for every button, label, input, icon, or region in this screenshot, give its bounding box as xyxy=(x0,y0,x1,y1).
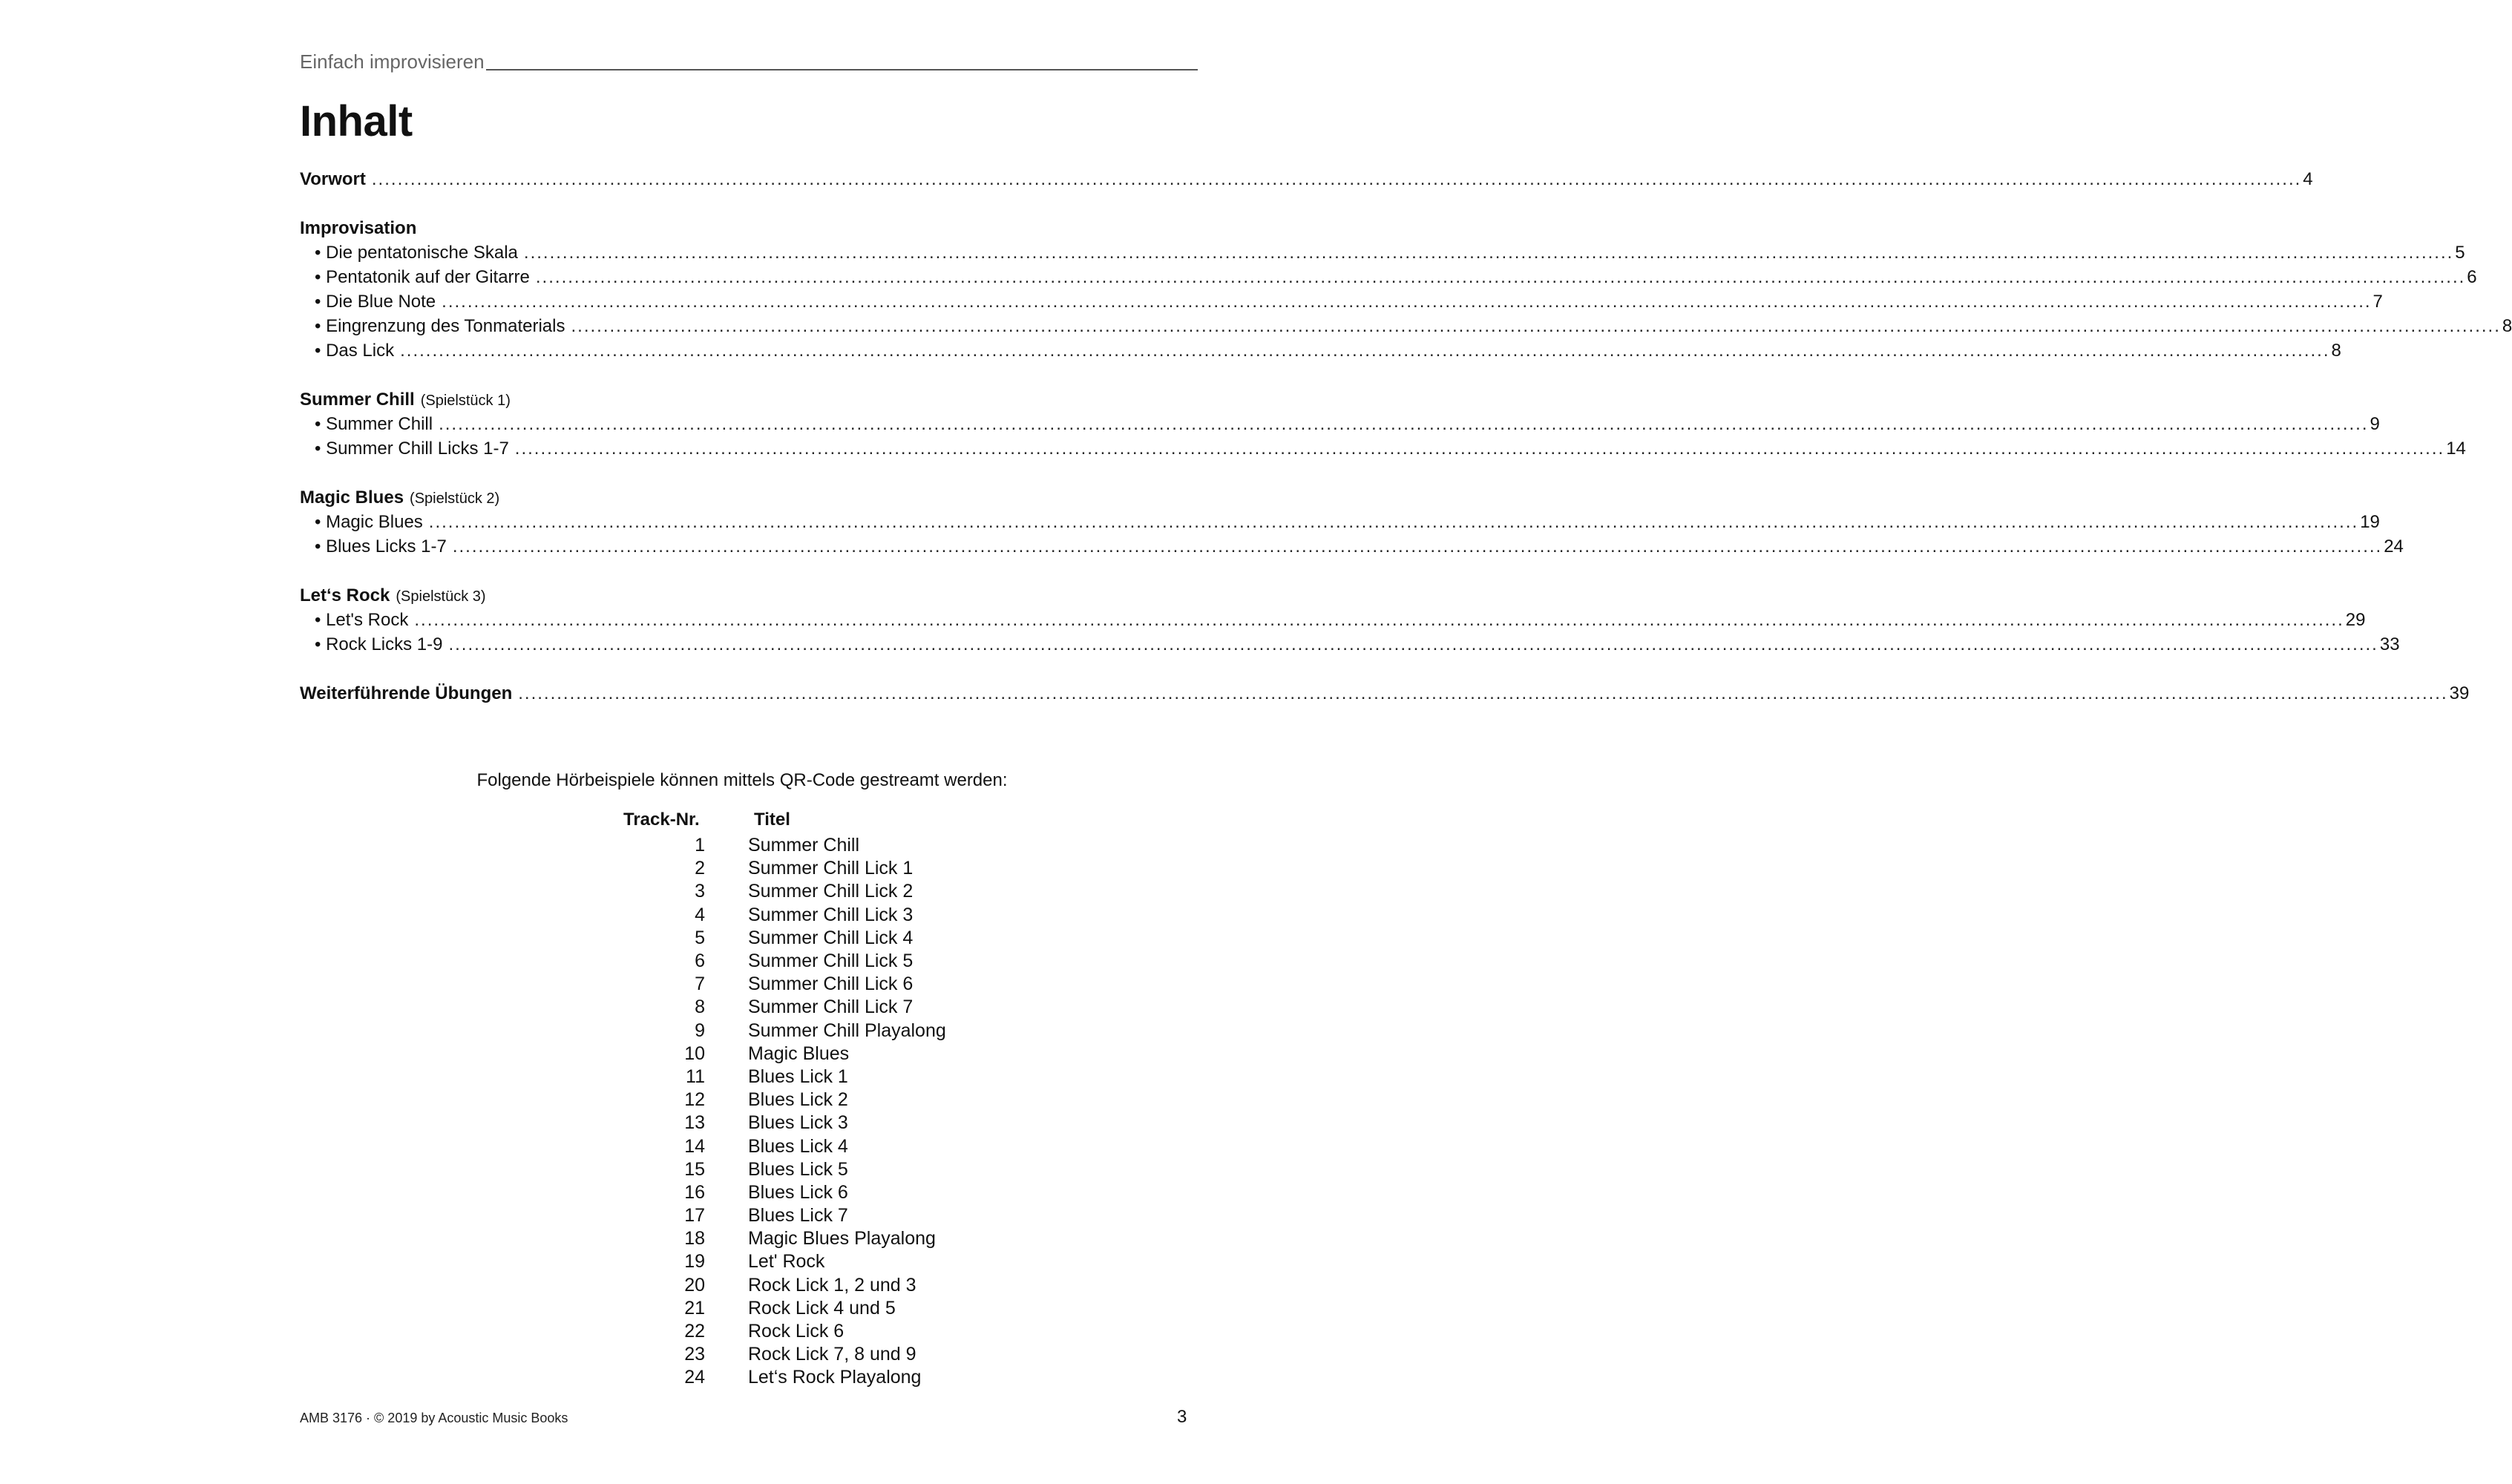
track-row xyxy=(623,1250,946,1273)
track-row xyxy=(623,1135,946,1158)
track-title: Let‘s Rock Playalong xyxy=(748,1367,922,1388)
toc-section-heading xyxy=(300,390,1192,414)
track-row xyxy=(623,1204,946,1227)
toc-entry-label: Weiterführende Übungen xyxy=(300,683,513,703)
toc-entry-label: • Blues Licks 1-7 xyxy=(315,536,447,556)
toc-entry xyxy=(300,536,2404,561)
track-row xyxy=(623,1158,946,1181)
toc-entry-label: • Rock Licks 1-9 xyxy=(315,634,443,654)
toc-entry-label: • Das Lick xyxy=(315,341,395,361)
track-title: Let' Rock xyxy=(748,1251,825,1273)
track-row xyxy=(623,1043,946,1066)
track-number: 6 xyxy=(695,951,705,972)
leader-dots: ............................................................................................................................................................................................................................................................................................................ xyxy=(442,292,2372,312)
track-title: Rock Lick 4 und 5 xyxy=(748,1297,896,1319)
track-row xyxy=(623,927,946,950)
toc-entry xyxy=(300,292,2383,316)
track-row xyxy=(623,1020,946,1043)
track-row xyxy=(623,1343,946,1366)
track-row xyxy=(623,950,946,973)
toc-entry-page: 7 xyxy=(2372,292,2383,312)
qr-code-intro: Folgende Hörbeispiele können mittels QR-Code gestreamt werden: xyxy=(476,770,1008,790)
track-row xyxy=(623,1066,946,1089)
track-number: 8 xyxy=(695,997,705,1018)
track-title: Blues Lick 3 xyxy=(748,1112,848,1134)
track-list-header xyxy=(623,806,946,834)
page-number: 3 xyxy=(1177,1407,1187,1427)
track-row xyxy=(623,1227,946,1250)
track-number: 22 xyxy=(684,1321,705,1342)
track-row xyxy=(623,1274,946,1297)
toc-section-vorwort xyxy=(300,169,2313,194)
toc-entry-label: • Eingrenzung des Tonmaterials xyxy=(315,316,565,336)
track-title: Summer Chill Lick 4 xyxy=(748,927,914,948)
toc-section-note: (Spielstück 2) xyxy=(410,490,500,507)
track-title-header: Titel xyxy=(754,810,790,830)
leader-dots: ............................................................................................................................................................................................................................................................................................................ xyxy=(414,610,2344,630)
track-title: Summer Chill Lick 2 xyxy=(748,881,914,902)
track-title: Blues Lick 1 xyxy=(748,1066,848,1087)
toc-entry xyxy=(300,512,2380,536)
toc-section-magic-blues xyxy=(300,487,2404,561)
track-title: Rock Lick 1, 2 und 3 xyxy=(748,1274,916,1296)
toc-entry xyxy=(300,243,2465,267)
track-row xyxy=(623,834,946,857)
track-number: 17 xyxy=(684,1205,705,1227)
track-title: Blues Lick 4 xyxy=(748,1135,848,1157)
track-number: 24 xyxy=(684,1367,705,1388)
track-number: 13 xyxy=(684,1112,705,1134)
track-number: 5 xyxy=(695,927,705,948)
track-rows xyxy=(623,834,946,1390)
toc-entry-page: 8 xyxy=(2502,316,2512,336)
toc-entry xyxy=(300,439,2466,463)
leader-dots: ............................................................................................................................................................................................................................................................................................................ xyxy=(518,683,2448,703)
track-number: 19 xyxy=(684,1251,705,1273)
toc-entry-label: Vorwort xyxy=(300,169,366,189)
track-number: 23 xyxy=(684,1344,705,1365)
track-title: Rock Lick 6 xyxy=(748,1321,845,1342)
leader-dots: ............................................................................................................................................................................................................................................................................................................ xyxy=(448,634,2378,654)
track-number: 4 xyxy=(695,904,705,925)
track-number: 12 xyxy=(684,1089,705,1111)
track-list xyxy=(623,806,946,1390)
toc-entry-vorwort xyxy=(300,169,2313,194)
toc-section-heading xyxy=(300,585,1192,610)
track-number: 1 xyxy=(695,835,705,856)
track-row xyxy=(623,1112,946,1135)
page-title: Inhalt xyxy=(300,97,413,145)
toc-entry-page: 19 xyxy=(2360,512,2380,532)
track-row xyxy=(623,880,946,903)
header-rule xyxy=(486,69,1198,70)
leader-dots: ............................................................................................................................................................................................................................................................................................................ xyxy=(439,414,2369,434)
running-header-title: Einfach improvisieren xyxy=(300,50,485,73)
track-row xyxy=(623,973,946,996)
toc-entry xyxy=(300,610,2366,634)
track-title: Rock Lick 7, 8 und 9 xyxy=(748,1344,916,1365)
toc-entry xyxy=(300,267,2477,292)
toc-entry-page: 8 xyxy=(2331,341,2341,361)
track-row xyxy=(623,996,946,1019)
track-number: 11 xyxy=(686,1066,705,1087)
track-number: 14 xyxy=(684,1135,705,1157)
toc-entry-label: • Pentatonik auf der Gitarre xyxy=(315,267,530,287)
track-number: 16 xyxy=(684,1181,705,1203)
toc-entry-page: 33 xyxy=(2379,634,2400,654)
toc-entry-label: • Die pentatonische Skala xyxy=(315,243,518,263)
toc-section-heading-label: Improvisation xyxy=(300,218,417,238)
track-title: Summer Chill Lick 6 xyxy=(748,974,914,995)
leader-dots: ............................................................................................................................................................................................................................................................................................................ xyxy=(571,316,2501,336)
leader-dots: ............................................................................................................................................................................................................................................................................................................ xyxy=(371,169,2302,189)
track-number: 2 xyxy=(695,858,705,879)
toc-entry xyxy=(300,341,2341,365)
track-number: 10 xyxy=(684,1043,705,1064)
toc-section-heading xyxy=(300,487,1192,512)
toc-entry-page: 24 xyxy=(2384,536,2404,556)
track-title: Summer Chill Lick 5 xyxy=(748,951,914,972)
toc-entry xyxy=(300,414,2380,439)
toc-entry-weiterfuehrende xyxy=(300,683,2470,708)
track-row xyxy=(623,857,946,880)
toc-section-improvisation xyxy=(300,218,2512,365)
track-title: Blues Lick 7 xyxy=(748,1205,848,1227)
toc-entry xyxy=(300,634,2400,659)
table-of-contents xyxy=(300,169,2512,732)
toc-section-weiterfuehrende xyxy=(300,683,2470,708)
toc-entry-page: 9 xyxy=(2370,414,2380,434)
running-header xyxy=(300,50,1198,73)
toc-section-heading-label: Magic Blues xyxy=(300,487,404,508)
toc-section-heading-label: Summer Chill xyxy=(300,390,415,410)
leader-dots: ............................................................................................................................................................................................................................................................................................................ xyxy=(514,439,2445,459)
toc-entry-label: • Summer Chill xyxy=(315,414,433,434)
toc-entry-label: • Magic Blues xyxy=(315,512,423,532)
track-title: Magic Blues xyxy=(748,1043,850,1064)
toc-entry-page: 6 xyxy=(2467,267,2477,287)
track-row xyxy=(623,1297,946,1320)
track-title: Summer Chill Lick 7 xyxy=(748,997,914,1018)
track-title: Magic Blues Playalong xyxy=(748,1228,936,1250)
toc-section-note: (Spielstück 1) xyxy=(420,393,511,409)
track-title: Blues Lick 5 xyxy=(748,1158,848,1180)
leader-dots: ............................................................................................................................................................................................................................................................................................................ xyxy=(535,267,2466,287)
track-number: 3 xyxy=(695,881,705,902)
toc-entry-page: 14 xyxy=(2446,439,2466,459)
toc-entry-page: 4 xyxy=(2303,169,2313,189)
toc-section-heading-label: Let‘s Rock xyxy=(300,585,390,605)
footer-copyright: AMB 3176 · © 2019 by Acoustic Music Books xyxy=(300,1411,568,1425)
toc-section-summer-chill xyxy=(300,390,2466,463)
track-nr-header: Track-Nr. xyxy=(623,810,700,830)
track-row xyxy=(623,1320,946,1343)
track-title: Summer Chill Lick 3 xyxy=(748,904,914,925)
track-number: 7 xyxy=(695,974,705,995)
toc-entry-label: • Die Blue Note xyxy=(315,292,436,312)
toc-entry-label: • Summer Chill Licks 1-7 xyxy=(315,439,509,459)
track-title: Summer Chill xyxy=(748,835,860,856)
leader-dots: ............................................................................................................................................................................................................................................................................................................ xyxy=(400,341,2330,361)
track-row xyxy=(623,1089,946,1112)
toc-entry-page: 5 xyxy=(2455,243,2465,263)
track-title: Blues Lick 6 xyxy=(748,1181,848,1203)
toc-entry-page: 29 xyxy=(2345,610,2366,630)
toc-section-note: (Spielstück 3) xyxy=(396,588,486,605)
toc-entry-page: 39 xyxy=(2449,683,2470,703)
leader-dots: ............................................................................................................................................................................................................................................................................................................ xyxy=(523,243,2454,263)
track-number: 9 xyxy=(695,1020,705,1041)
toc-section-lets-rock xyxy=(300,585,2400,659)
track-row xyxy=(623,1366,946,1389)
track-number: 21 xyxy=(684,1297,705,1319)
track-title: Summer Chill Lick 1 xyxy=(748,858,914,879)
toc-entry xyxy=(300,316,2512,341)
leader-dots: ............................................................................................................................................................................................................................................................................................................ xyxy=(428,512,2359,532)
track-row xyxy=(623,904,946,927)
track-title: Summer Chill Playalong xyxy=(748,1020,946,1041)
track-row xyxy=(623,1181,946,1204)
toc-entry-label: • Let's Rock xyxy=(315,610,409,630)
track-number: 15 xyxy=(684,1158,705,1180)
track-number: 20 xyxy=(684,1274,705,1296)
toc-section-heading xyxy=(300,218,1192,243)
track-number: 18 xyxy=(684,1228,705,1250)
track-title: Blues Lick 2 xyxy=(748,1089,848,1111)
leader-dots: ............................................................................................................................................................................................................................................................................................................ xyxy=(452,536,2383,556)
